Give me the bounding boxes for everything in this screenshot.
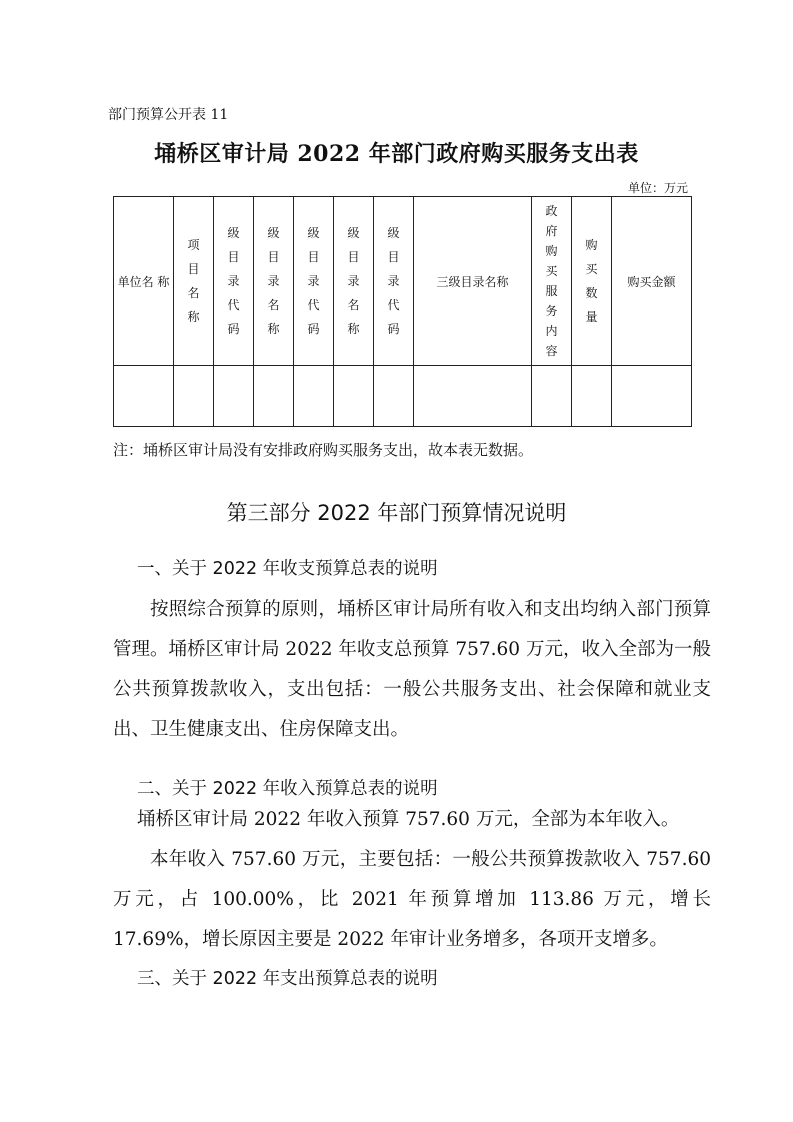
table-cell [334, 366, 374, 427]
col-header-service-content: 政府购买服务内容 [532, 197, 572, 366]
page-title: 埇桥区审计局 2022 年部门政府购买服务支出表 [154, 141, 639, 167]
table-cell [174, 366, 214, 427]
col-header-level-code-1: 级目录代码 [214, 197, 254, 366]
table-cell [572, 366, 612, 427]
purchase-services-table [113, 196, 692, 427]
table-cell [214, 366, 254, 427]
col-header-purchase-quantity: 购买数量 [572, 197, 612, 366]
section-1-heading: 一、关于 2022 年收支预算总表的说明 [137, 559, 438, 579]
table-row [114, 366, 692, 427]
table-cell [612, 366, 692, 427]
table-label: 部门预算公开表 11 [108, 107, 229, 123]
section-2-paragraph-2: 本年收入 757.60 万元，主要包括：一般公共预算拨款收入 757.60 万元，占 100.00%，比 2021 年预算增加 113.86 万元，增长 17.69%，增长原因主要是 2022 年审计业务增多，各项开支增多。 [113, 849, 711, 950]
section-3-heading: 三、关于 2022 年支出预算总表的说明 [137, 969, 438, 989]
col-header-level-code-2: 级目录代码 [294, 197, 334, 366]
table-cell [414, 366, 532, 427]
section-2-paragraph-1: 埇桥区审计局 2022 年收入预算 757.60 万元，全部为本年收入。 [137, 809, 680, 830]
table-cell [294, 366, 334, 427]
table-note: 注：埇桥区审计局没有安排政府购买服务支出，故本表无数据。 [113, 441, 534, 459]
col-header-level-name-2: 级目录名称 [334, 197, 374, 366]
table-cell [114, 366, 174, 427]
table-cell [254, 366, 294, 427]
col-header-level-code-3: 级目录代码 [374, 197, 414, 366]
table-cell [374, 366, 414, 427]
part-title: 第三部分 2022 年部门预算情况说明 [226, 501, 567, 525]
table-cell [532, 366, 572, 427]
col-header-project-name: 项目名称 [174, 197, 214, 366]
col-header-level3-name: 三级目录名称 [414, 197, 532, 366]
col-header-unit-name: 单位名 称 [114, 197, 174, 366]
col-header-level-name-1: 级目录名称 [254, 197, 294, 366]
col-header-purchase-amount: 购买金额 [612, 197, 692, 366]
table-header-row [114, 197, 692, 366]
unit-label: 单位：万元 [627, 181, 688, 195]
section-2-heading: 二、关于 2022 年收入预算总表的说明 [137, 779, 438, 799]
section-1-paragraph: 按照综合预算的原则，埇桥区审计局所有收入和支出均纳入部门预算管理。埇桥区审计局 2022 年收支总预算 757.60 万元，收入全部为一般公共预算拨款收入，支出包括：一般公共服务支出、社会保障和就业支出、卫生健康支出、住房保障支出。 [113, 599, 711, 740]
